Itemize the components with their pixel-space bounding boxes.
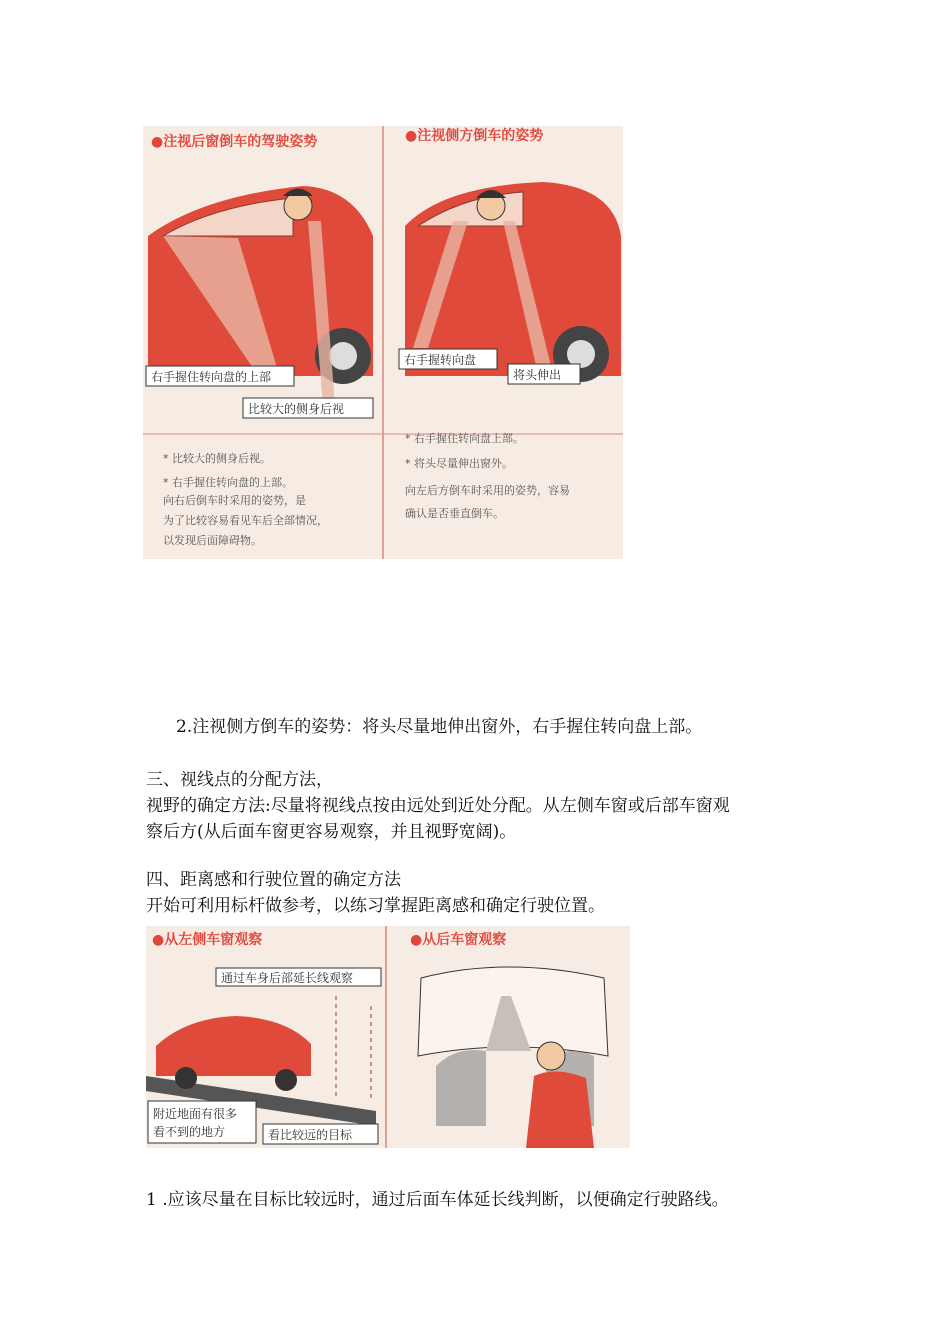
paragraph-view-method-1: 视野的确定方法:尽量将视线点按由远处到近处分配。从左侧车窗或后部车窗观 [146, 796, 730, 816]
figure-observation-views [146, 926, 630, 1148]
svg-text:* 比较大的侧身后视。: * 比较大的侧身后视。 [163, 452, 271, 465]
rear-window-caption: ●从后车窗观察 [410, 932, 507, 948]
left-window-caption: ●从左侧车窗观察 [152, 932, 263, 948]
left-label-1: 右手握住转向盘的上部 [151, 370, 272, 384]
right-notes [405, 431, 570, 520]
label-blind-ground-2: 看不到的地方 [153, 1125, 226, 1139]
paragraph-far-target: 1 .应该尽量在目标比较远时，通过后面车体延长线判断，以便确定行驶路线。 [146, 1190, 729, 1210]
right-label-1: 右手握转向盘 [404, 353, 477, 367]
heading-sight-distribution: 三、视线点的分配方法， [146, 770, 333, 790]
svg-text:以发现后面障碍物。: 以发现后面障碍物。 [163, 534, 262, 547]
right-caption: ●注视侧方倒车的姿势 [405, 128, 544, 144]
left-label-2: 比较大的侧身后视 [248, 402, 345, 416]
left-caption: ●注视后窗倒车的驾驶姿势 [151, 134, 318, 150]
right-label-2: 将头伸出 [513, 368, 562, 382]
left-notes [163, 451, 328, 547]
paragraph-view-method-2: 察后方(从后面车窗更容易观察，并且视野宽阔)。 [146, 822, 517, 842]
svg-text:确认是否垂直倒车。: 确认是否垂直倒车。 [405, 507, 504, 520]
svg-text:* 将头尽量伸出窗外。: * 将头尽量伸出窗外。 [405, 457, 513, 470]
paragraph-use-poles: 开始可利用标杆做参考，以练习掌握距离感和确定行驶位置。 [146, 896, 605, 916]
heading-distance-position: 四、距离感和行驶位置的确定方法 [146, 870, 401, 890]
figure-reversing-postures [143, 126, 623, 559]
svg-text:* 右手握住转向盘上部。: * 右手握住转向盘上部。 [405, 432, 524, 445]
label-blind-ground-1: 附近地面有很多 [153, 1107, 238, 1121]
label-rear-extension: 通过车身后部延长线观察 [221, 971, 354, 985]
svg-text:为了比较容易看见车后全部情况，: 为了比较容易看见车后全部情况， [163, 514, 328, 527]
svg-text:向右后倒车时采用的姿势，是: 向右后倒车时采用的姿势，是 [163, 494, 306, 507]
paragraph-side-reversing: 2.注视侧方倒车的姿势：将头尽量地伸出窗外，右手握住转向盘上部。 [176, 717, 703, 737]
svg-text:* 右手握住转向盘的上部。: * 右手握住转向盘的上部。 [163, 476, 293, 489]
rear-window-interior-illustration [418, 967, 608, 1148]
svg-text:向左后方倒车时采用的姿势，容易: 向左后方倒车时采用的姿势，容易 [405, 484, 570, 497]
label-far-target: 看比较远的目标 [268, 1128, 353, 1142]
